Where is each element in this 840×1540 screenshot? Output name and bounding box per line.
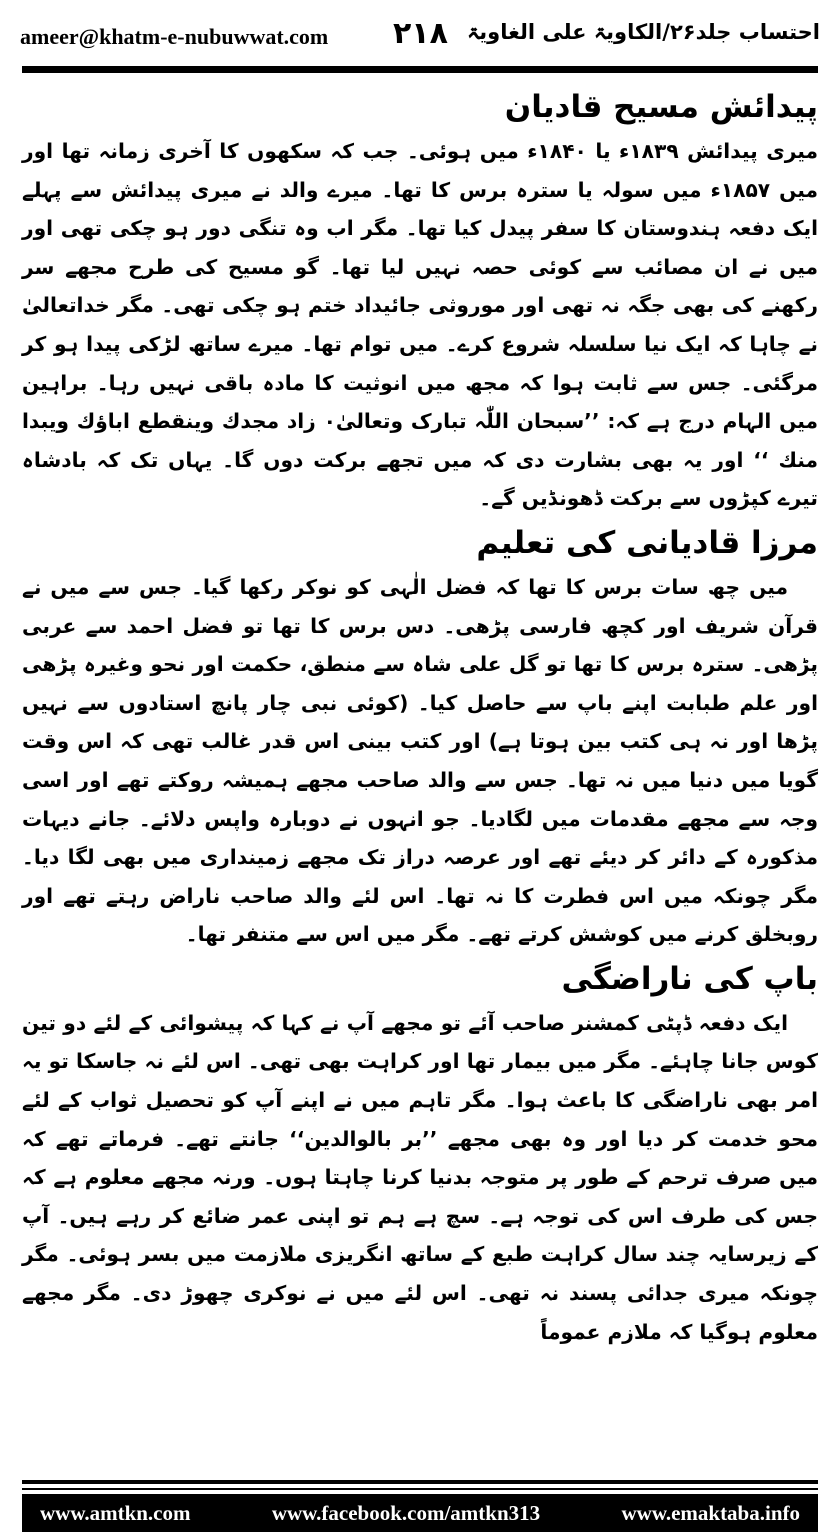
page-footer: [22, 1494, 818, 1532]
header-email: ameer@khatm-e-nubuwwat.com: [20, 24, 329, 49]
page-body: [22, 82, 818, 1351]
section-heading-father-displeasure: باپ کی ناراضگی: [561, 960, 818, 997]
header-rule: [22, 66, 818, 73]
page-header: [18, 14, 822, 60]
paragraph-father-displeasure: ایک دفعہ ڈپٹی کمشنر صاحب آئے تو مجھے آپ نے کہا کہ پیشوائی کے لئے دو تین کوس جانا چاہئے۔ مگر میں بیمار تھا اور کراہت بھی تھی۔ اس لئے نہ جاسکا تو یہ امر بھی ناراضگی کا باعث ہوا۔ مگر تاہم میں نے اپنے آپ کو تحصیل ثواب کے لئے محو خدمت کر دیا اور وہ بھی مجھے ’’بر بالوالدین‘‘ جانتے تھے۔ فرماتے تھے کہ میں صرف ترحم کے طور پر متوجہ بدنیا کرنا چاہتا ہوں۔ ورنہ مجھے معلوم ہے کہ جس کی طرف اس کی توجہ ہے۔ سچ ہے ہم تو اپنی عمر ضائع کر رہے ہیں۔ آپ کے زیرسایہ چند سال کراہت طبع کے ساتھ انگریزی ملازمت میں بسر ہوئی۔ مگر چونکہ میری جدائی پسند نہ تھی۔ اس لئے میں نے نوکری چھوڑ دی۔ مگر مجھے معلوم ہوگیا کہ ملازم عموماً: [22, 1010, 818, 1344]
book-title: احتساب جلد۲۶/الکاویۃ علی الغاویۃ: [466, 20, 820, 44]
footer-link-amtkn[interactable]: www.amtkn.com: [40, 1500, 191, 1525]
footer-link-facebook[interactable]: www.facebook.com/amtkn313: [271, 1500, 541, 1525]
paragraph-birth: میری پیدائش ۱۸۳۹ء یا ۱۸۴۰ء میں ہوئی۔ جب کہ سکھوں کا آخری زمانہ تھا اور میں ۱۸۵۷ء میں سولہ یا سترہ برس کا تھا۔ میرے والد نے میری پیدائش سے پہلے ایک دفعہ ہندوستان کا سفر پیدل کیا تھا۔ مگر اب وہ تنگی دور ہو چکی تھی اور میں نے ان مصائب سے کوئی حصہ نہیں لیا تھا۔ گو مسیح کی طرح مجھے سر رکھنے کی بھی جگہ نہ تھی اور موروثی جائیداد ختم ہو چکی تھی۔ مگر خداتعالیٰ نے چاہا کہ ایک نیا سلسلہ شروع کرے۔ میں توام تھا۔ میرے ساتھ لڑکی پیدا ہو کر مرگئی۔ جس سے ثابت ہوا کہ مجھ میں انوثیت کا مادہ باقی نہیں رہا۔ براہین میں الہام درج ہے کہ: ’’سبحان اللّٰہ تبارک وتعالیٰ۰ زاد مجدك وینقطع اباؤك ویبدا منك ‘‘ اور یہ بھی بشارت دی کہ میں تجھے برکت دوں گا۔ یہاں تک کہ بادشاہ تیرے کپڑوں سے برکت ڈھونڈیں گے۔: [22, 139, 819, 511]
paragraph-education: میں چھ سات برس کا تھا کہ فضل الٰہی کو نوکر رکھا گیا۔ جس سے میں نے قرآن شریف اور کچھ فارسی پڑھی۔ دس برس کا تھا تو فضل احمد سے عربی پڑھی۔ سترہ برس کا تھا تو گل علی شاہ سے منطق، حکمت اور نحو وغیرہ پڑھی اور علم طبابت اپنے باپ سے حاصل کیا۔ (کوئی نبی چار پانچ استادوں سے نہیں پڑھا اور نہ ہی کتب بین ہوتا ہے) اور کتب بینی اس قدر غالب تھی کہ اس وقت گویا میں دنیا میں نہ تھا۔ جس سے والد صاحب مجھے ہمیشہ روکتے تھے اور اسی وجہ سے مجھے مقدمات میں لگادیا۔ جو انہوں نے دوبارہ واپس دلائے۔ جانے دیہات مذکورہ کے دائر کر دیئے تھے اور عرصہ دراز تک مجھے زمینداری میں بھی لگا دیا۔ مگر چونکہ میں اس فطرت کا نہ تھا۔ اس لئے والد صاحب ناراض رہتے تھے اور روبخلق کرنے میں کوشش کرتے تھے۔ مگر میں اس سے متنفر تھا۔: [22, 574, 818, 947]
footer-rule-thick: [22, 1480, 818, 1484]
section-heading-education: مرزا قادیانی کی تعلیم: [476, 524, 818, 561]
footer-rule-thin: [22, 1488, 818, 1490]
page-number: ۲۱۸: [393, 16, 448, 51]
section-heading-birth: پیدائش مسیح قادیان: [504, 89, 818, 125]
footer-link-emaktaba[interactable]: www.emaktaba.info: [621, 1500, 800, 1525]
